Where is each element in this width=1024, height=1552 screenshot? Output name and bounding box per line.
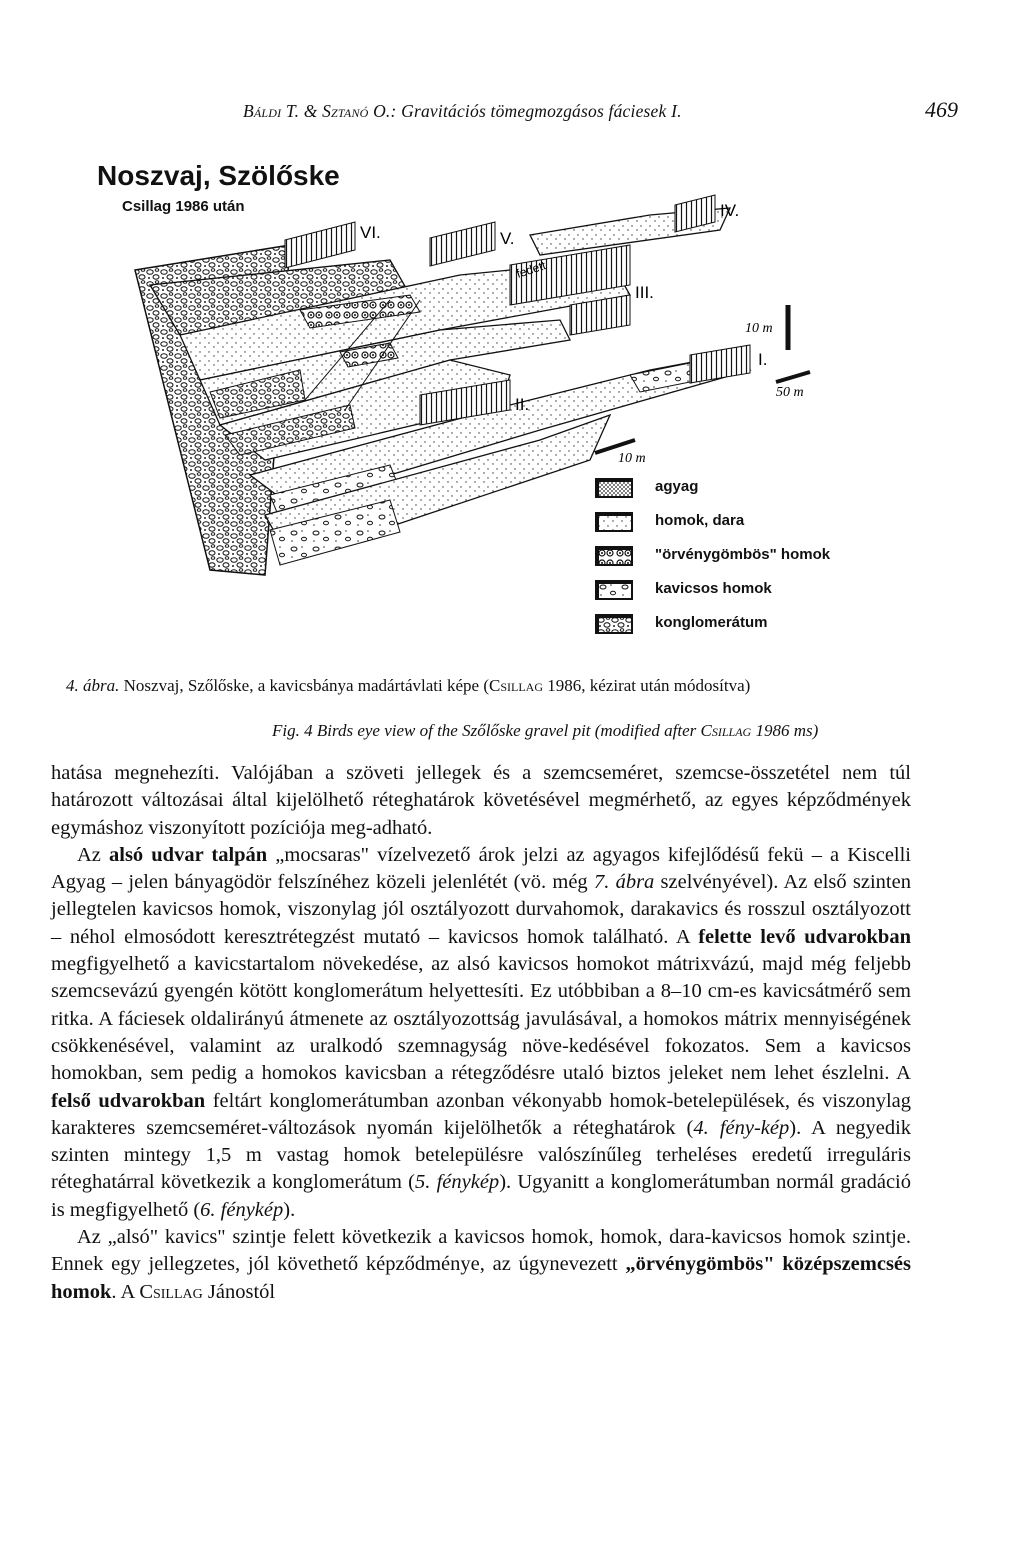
article-short-title: Gravitációs tömegmozgásos fáciesek I. [396,101,682,121]
wall-V [430,222,495,266]
legend-label: konglomerátum [655,614,768,631]
figure-legend [595,478,895,648]
level-label-I: I. [758,350,768,369]
legend-swatch-sparse-dots [595,512,633,532]
wall-VI [285,222,355,268]
author-1: Báldi T. [243,101,300,121]
figure-caption-english [272,721,818,741]
caption-text: 1986 ms) [751,721,819,740]
legend-label: "örvénygömbös" homok [655,546,831,563]
legend-label: kavicsos homok [655,580,772,597]
legend-item-kavicsos-homok [595,580,895,614]
author-2: Sztanó O.: [322,101,397,121]
fedett-label: fedett [514,258,548,281]
legend-label: agyag [655,478,699,495]
legend-label: homok, dara [655,512,745,529]
legend-item-agyag [595,478,895,512]
level-label-III: III. [635,283,654,302]
paragraph-1: hatása megnehezíti. Valójában a szöveti jellegek és a szemcseméret, szemcse-összetétel nem túl határozott változásai által kijelölhető réteghatárok követésével megmérhető, az egyes képződmények egymáshoz viszonyított pozíciója meg-adható. [51,762,911,839]
caption-text: Noszvaj, Szőlőske, a kavicsbánya madártávlati képe ( [119,676,489,695]
figure-subtitle: Csillag 1986 után [122,198,245,215]
legend-swatch-dense-dots [595,478,633,498]
figure-number: 4. ábra. [66,676,120,695]
wall-I [690,345,750,383]
body-text [51,760,911,1306]
vertical-scale-label: 10 m [745,321,773,336]
caption-text: Fig. 4 Birds eye view of the Szőlőske gravel pit (modified after [272,721,701,740]
horizontal-scale-label-2: 10 m [618,451,646,466]
horizontal-scale-bar-1 [776,372,810,382]
running-header [0,97,1024,131]
figure-4 [90,160,870,660]
level-label-VI: VI. [360,223,381,242]
caption-author: Csillag [700,721,752,740]
legend-swatch-conglomerate [595,614,633,634]
level-label-IV: IV. [720,201,740,220]
level-label-V: V. [500,229,515,248]
horizontal-scale-label-1: 50 m [776,385,804,400]
legend-swatch-pebbles [595,580,633,600]
ampersand: & [299,101,323,121]
figure-title: Noszvaj, Szölőske [97,160,340,191]
running-title [243,101,682,122]
page-number: 469 [925,97,958,122]
legend-swatch-balls [595,546,633,566]
legend-item-konglomeratum [595,614,895,648]
caption-author: Csillag [489,676,544,695]
paragraph-2: Az alsó udvar talpán „mocsaras" vízelvezető árok jelzi az agyagos kifejlődésű fekü – a Kiscelli Agyag – jelen bányagödör felszínéhez közeli jelenlétét (vö. még 7. ábra szelvényével). Az első szinten jellegtelen kavicsos homok, viszonylag jól osztályozott durvahomok, darakavics és rosszul osztályozott – néhol elmosódott keresztrétegzést mutató – kavicsos homok található. A felette levő udvarokban megfigyelhető a kavicstartalom növekedése, az alsó kavicsos homokot mátrixvázú, majd még feljebb szemcsevázú gyengén kötött konglomerátum helyettesíti. Ez utóbbiban a 8–10 cm-es kavicsátmérő sem ritka. A fáciesek oldalirányú átmenete az osztályozottság javulásával, a homokos mátrix mennyiségének csökkenésével, valamint az uralkodó szemnagyság növe-kedésével fokozatos. Sem a kavicsos homokban, sem pedig a homokos kavicsban a rétegződésre utaló biztos jeleket nem lehet észlelni. A felső udvarokban feltárt konglomerátumban azonban vékonyabb homok-betelepülések, és viszonylag karakteres szemcseméret-változások nyomán kijelölhetők a réteghatárok (4. fény-kép). A negyedik szinten mintegy 1,5 m vastag homok betelepülésre valószínűleg terheléses eredetű irreguláris réteghatárral következik a konglomerátum (5. fénykép). Ugyanitt a konglomerátumban normál gradáció is megfigyelhető (6. fénykép). [51,843,912,1221]
paragraph-3: Az „alsó" kavics" szintje felett következik a kavicsos homok, homok, dara-kavicsos homok szintje. Ennek egy jellegzetes, jól követhető képződménye, az úgynevezett „örvénygömbös" középszemcsés homok. A Csillag Jánostól [51,1226,912,1303]
level-label-II: II. [515,395,530,414]
legend-item-orvenygombos [595,546,895,580]
caption-text: 1986, kézirat után módosítva) [543,676,751,695]
figure-caption-hungarian [66,676,750,696]
legend-item-homok-dara [595,512,895,546]
